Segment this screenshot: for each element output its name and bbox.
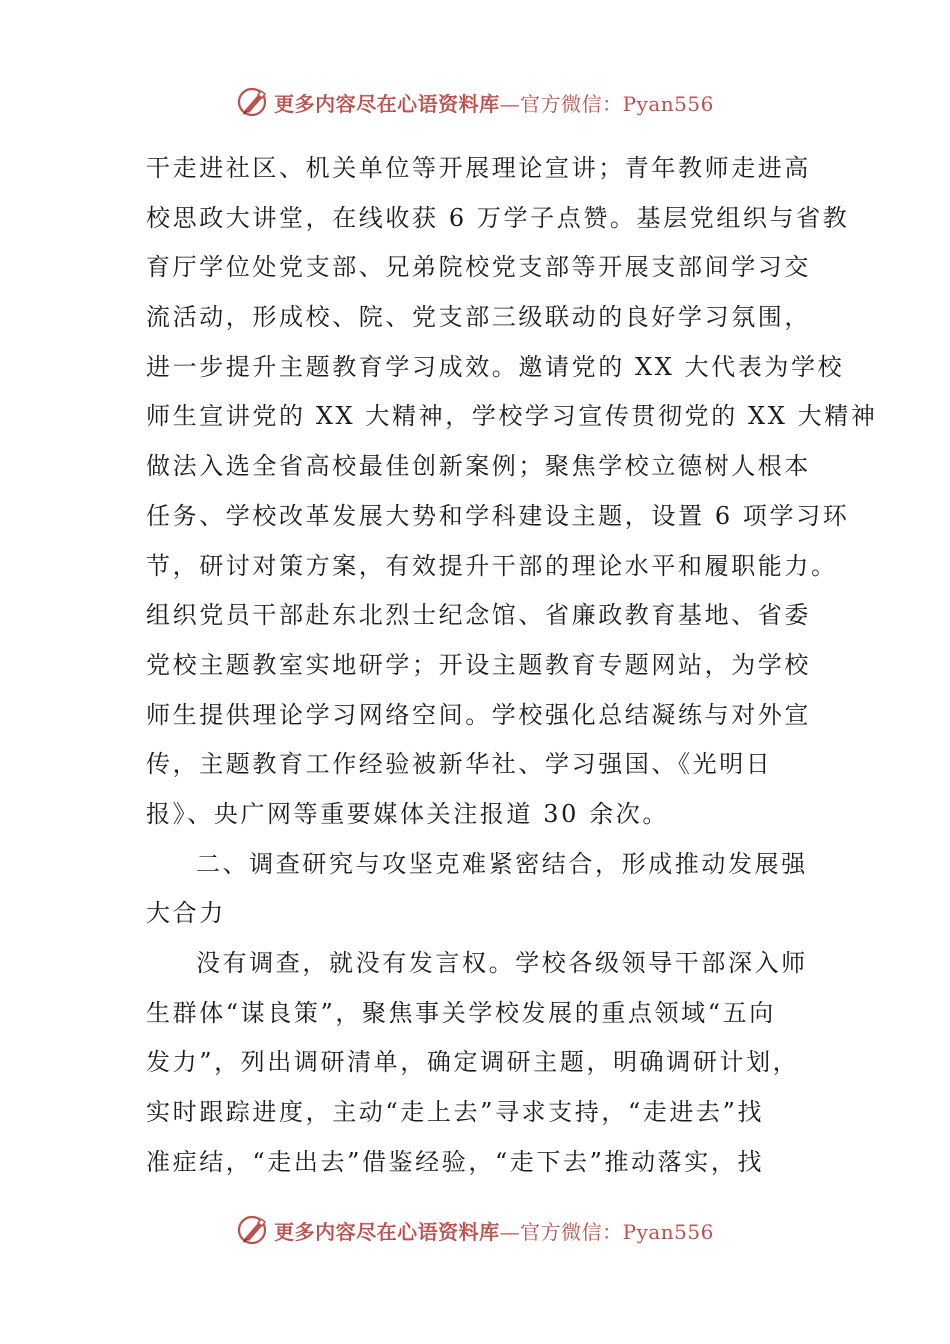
text-line: 生群体“谋良策”，聚焦事关学校发展的重点领域“五向 [146,998,776,1027]
text-line: 组织党员干部赴东北烈士纪念馆、省廉政教育基地、省委 [146,601,811,630]
header-banner [0,82,950,122]
text-line: 实时跟踪进度，主动“走上去”寻求支持，“走进去”找 [146,1098,765,1127]
text-line: 进一步提升主题教育学习成效。邀请党的 XX 大代表为学校 [146,352,845,381]
text-line: 准症结，“走出去”借鉴经验，“走下去”推动落实，找 [146,1147,765,1176]
section-heading-line: 大合力 [146,899,226,928]
text-line: 传，主题教育工作经验被新华社、学习强国、《光明日 [146,750,773,779]
banner-dash: — [499,91,521,116]
text-line: 流活动，形成校、院、党支部三级联动的良好学习氛围， [146,303,811,332]
text-line: 师生宣讲党的 XX 大精神，学校学习宣传贯彻党的 XX 大精神 [146,402,878,431]
banner-site-name: 更多内容尽在心语资料库 [274,1219,500,1244]
pen-logo-icon [236,85,270,119]
text-line: 师生提供理论学习网络空间。学校强化总结凝练与对外宣 [146,700,811,729]
banner-text [274,1216,714,1245]
text-line: 党校主题教室实地研学；开设主题教育专题网站，为学校 [146,650,811,679]
footer-banner [0,1210,950,1250]
banner-wechat: 官方微信：Pyan556 [520,91,714,116]
text-line: 没有调查，就没有发言权。学校各级领导干部深入师 [196,949,808,977]
text-line: 节，研讨对策方案，有效提升干部的理论水平和履职能力。 [146,551,838,580]
text-line: 校思政大讲堂，在线收获 6 万学子点赞。基层党组织与省教 [146,203,850,232]
document-body [146,144,878,1187]
text-line: 发力”，列出调研清单，确定调研主题，明确调研计划， [146,1048,800,1077]
text-line: 干走进社区、机关单位等开展理论宣讲；青年教师走进高 [146,154,811,182]
banner-text [274,88,714,117]
text-line: 任务、学校改革发展大势和学科建设主题，设置 6 项学习环 [146,501,850,530]
text-line: 报》、央广网等重要媒体关注报道 30 余次。 [146,799,669,828]
text-line: 育厅学位处党支部、兄弟院校党支部等开展支部间学习交 [146,253,811,282]
banner-site-name: 更多内容尽在心语资料库 [274,91,500,116]
text-line: 做法入选全省高校最佳创新案例；聚焦学校立德树人根本 [146,452,811,481]
banner-wechat: 官方微信：Pyan556 [520,1219,714,1244]
section-heading-line: 二、调查研究与攻坚克难紧密结合，形成推动发展强 [196,849,808,878]
pen-logo-icon [236,1213,270,1247]
banner-dash: — [499,1219,521,1244]
